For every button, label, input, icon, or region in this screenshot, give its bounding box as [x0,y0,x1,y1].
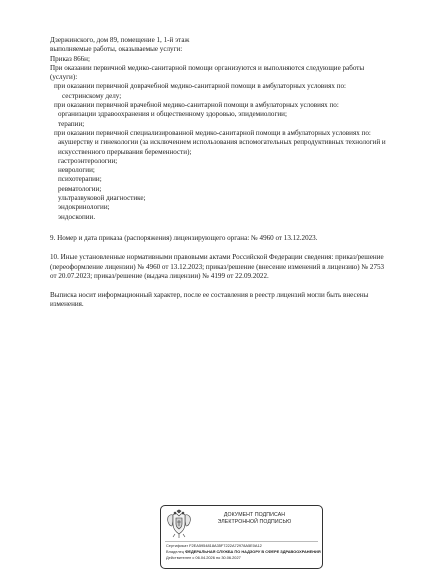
primary-care-intro: При оказании первичной медико-санитарной помощи организуются и выполняются следующие работы (услуги): [50,63,365,82]
validity-row [166,555,323,561]
specialized-care-heading: при оказании первичной специализированной медико-санитарной помощи в амбулаторных условиях по: [54,128,371,137]
service-item: ультразвуковой диагностике; [58,194,146,203]
disclaimer-note: Выписка носит информационный характер, после ее составления в реестр лицензий могли быть внесены изменения. [50,291,369,309]
section-10-other-info: 10. Иные установленные нормативными правовыми актами Российской Федерации сведения: приказ/решение (переоформление лицензии) № 4960 от 13.12.2023; приказ/решение (внесение изменений в лицензию) № 2753 от 20.07.2023; приказ/решение (выдача лицензии) № 4199 от 22.09.2022. [50,253,385,280]
physician-care-heading: при оказании первичной врачебной медико-санитарной помощи в амбулаторных условиях по: [54,101,339,110]
service-item: организации здравоохранения и общественному здоровью, эпидемиологии; [58,110,287,119]
service-item: эндоскопии. [58,212,96,221]
stamp-divider [165,541,318,542]
owner-label: Владелец [166,548,184,554]
owner-value: ФЕДЕРАЛЬНАЯ СЛУЖБА ПО НАДЗОРУ В СФЕРЕ ЗДРАВООХРАНЕНИЯ [185,548,321,554]
order-reference: Приказ 866н; [50,54,90,63]
certificate-label: Сертификат [166,543,189,548]
service-item: неврологии; [58,166,95,175]
service-item: акушерству и гинекологии (за исключением использования вспомогательных репродуктивных технологий и искусственного прерывания беременности); [58,138,386,156]
works-services-heading: выполняемые работы, оказываемые услуги: [50,45,183,54]
service-item: эндокринологии; [58,203,110,212]
address-line: Дзержинского, дом 89, помещение 1, 1-й этаж [50,36,190,44]
electronic-signature-stamp [160,505,323,569]
section-9-order-number: 9. Номер и дата приказа (распоряжения) лицензирующего органа: № 4960 от 13.12.2023. [50,233,318,242]
document-body [50,36,390,310]
coat-of-arms-icon [166,509,192,539]
prehospital-care-heading: при оказании первичной доврачебной медико-санитарной помощи в амбулаторных условиях по: [54,82,346,91]
stamp-title-line-1: ДОКУМЕНТ ПОДПИСАН [223,512,286,518]
service-item: терапии; [58,119,85,128]
service-item: ревматологии; [58,184,102,193]
service-item: сестринскому делу; [62,91,122,100]
stamp-title-line-2: ЭЛЕКТРОННОЙ ПОДПИСЬЮ [217,518,292,525]
service-item: гастроэнтерологии; [58,156,118,165]
service-item: психотерапии; [58,175,102,184]
validity-label: Действителен [166,554,192,560]
validity-value: с 06.04.2026 по 30.06.2027 [192,554,241,560]
stamp-title [191,512,318,525]
certificate-value: F2EA5954818A35F7222A72978A5E0A12 [189,543,262,548]
stamp-info [166,543,323,561]
